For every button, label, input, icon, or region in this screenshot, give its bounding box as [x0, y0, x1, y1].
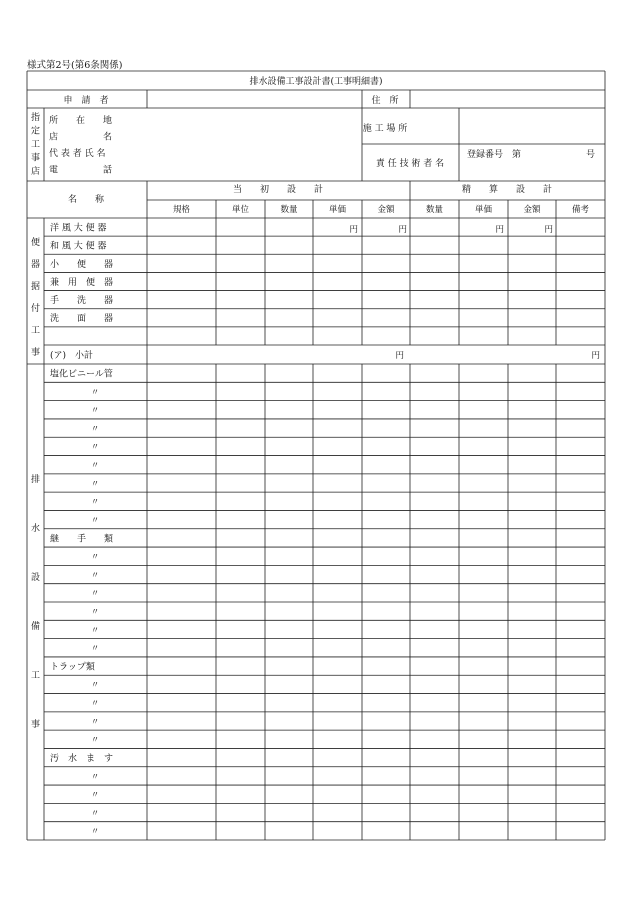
fixture-item: 洋 風 大 便 器: [50, 223, 107, 234]
drain-group-char: 水: [30, 524, 41, 534]
engineer-label: 責 任 技 術 者 名: [375, 159, 445, 169]
designated-contractor-char: 店: [30, 167, 41, 177]
drain-item: 継 手 類: [50, 534, 114, 545]
column-header-final: 備考: [571, 205, 590, 215]
ditto-mark: 〃: [90, 570, 100, 581]
ditto-mark: 〃: [90, 680, 100, 691]
designated-contractor-char: 定: [30, 126, 41, 137]
column-header-initial: 金額: [377, 205, 395, 215]
fixture-group-char: 据: [30, 282, 41, 292]
drain-item: 塩化ビニール管: [50, 369, 113, 380]
ditto-mark: 〃: [90, 589, 100, 600]
fixture-group-char: 付: [30, 304, 41, 314]
fixture-group-char: 事: [30, 348, 41, 358]
fixture-group-char: 工: [30, 326, 41, 336]
column-header-final: 数量: [425, 205, 444, 215]
ditto-mark: 〃: [90, 515, 100, 526]
column-header-initial: 単価: [328, 205, 347, 215]
contractor-field-label: 電 話: [49, 165, 113, 176]
drain-group-char: 備: [30, 622, 41, 632]
column-header-initial: 数量: [280, 205, 298, 215]
ditto-mark: 〃: [90, 735, 100, 746]
ditto-mark: 〃: [90, 497, 100, 508]
address-label: 住 所: [371, 96, 399, 106]
fixture-item: 小 便 器: [50, 259, 114, 270]
drain-item: トラップ類: [50, 662, 95, 673]
registration-number-suffix: 号: [585, 150, 595, 160]
ditto-mark: 〃: [90, 479, 100, 490]
drain-group-char: 排: [30, 475, 41, 485]
subtotal-label: (ア) 小計: [50, 351, 94, 361]
applicant-label: 申 請 者: [63, 96, 109, 106]
column-header-initial: 単位: [231, 205, 250, 215]
column-header-initial: 規格: [172, 205, 191, 215]
ditto-mark: 〃: [90, 552, 100, 563]
fixture-item: 手 洗 器: [50, 296, 114, 307]
drain-item: 汚 水 ま す: [50, 753, 114, 764]
fixture-group-char: 器: [30, 260, 41, 270]
site-label: 施 工 場 所: [362, 124, 408, 134]
name-header: 名 称: [67, 195, 105, 205]
ditto-mark: 〃: [90, 827, 100, 838]
ditto-mark: 〃: [90, 699, 100, 710]
fixture-item: 和 風 大 便 器: [50, 241, 107, 252]
yen-amount: 円: [398, 225, 407, 235]
ditto-mark: 〃: [90, 625, 100, 636]
ditto-mark: 〃: [90, 772, 100, 783]
contractor-field-label: 店 名: [49, 132, 113, 143]
drain-group-char: 工: [30, 671, 41, 681]
ditto-mark: 〃: [90, 442, 100, 453]
ditto-mark: 〃: [90, 607, 100, 618]
fixture-item: 兼 用 便 器: [50, 277, 114, 288]
fixture-group-char: 便: [30, 238, 41, 248]
ditto-mark: 〃: [90, 406, 100, 417]
contractor-field-label: 代 表 者 氏 名: [49, 149, 106, 159]
designated-contractor-char: 工: [30, 140, 41, 150]
yen-unit-price: 円: [349, 225, 358, 235]
yen-final-amount: 円: [544, 225, 553, 235]
final-design-header: 精 算 設 計: [461, 185, 553, 195]
column-header-final: 単価: [474, 205, 493, 215]
ditto-mark: 〃: [90, 461, 100, 472]
ditto-mark: 〃: [90, 808, 100, 819]
ditto-mark: 〃: [90, 424, 100, 435]
drain-group-char: 事: [30, 720, 41, 730]
designated-contractor-char: 指: [30, 113, 41, 123]
yen-final-price: 円: [495, 225, 504, 235]
registration-number-label: 登録番号 第: [467, 150, 522, 160]
ditto-mark: 〃: [90, 717, 100, 728]
form-title: 排水設備工事設計書(工事明細書): [249, 77, 383, 87]
contractor-field-label: 所 在 地: [49, 116, 113, 126]
subtotal-yen-final: 円: [591, 351, 600, 361]
form-number: 様式第2号(第6条関係): [27, 60, 123, 71]
ditto-mark: 〃: [90, 387, 100, 398]
ditto-mark: 〃: [90, 790, 100, 801]
fixture-item: 洗 面 器: [50, 314, 114, 325]
initial-design-header: 当 初 設 計: [232, 185, 324, 195]
subtotal-yen-initial: 円: [395, 351, 404, 361]
column-header-final: 金額: [523, 205, 541, 215]
drain-group-char: 設: [30, 573, 41, 583]
ditto-mark: 〃: [90, 644, 100, 655]
designated-contractor-char: 事: [30, 153, 41, 164]
